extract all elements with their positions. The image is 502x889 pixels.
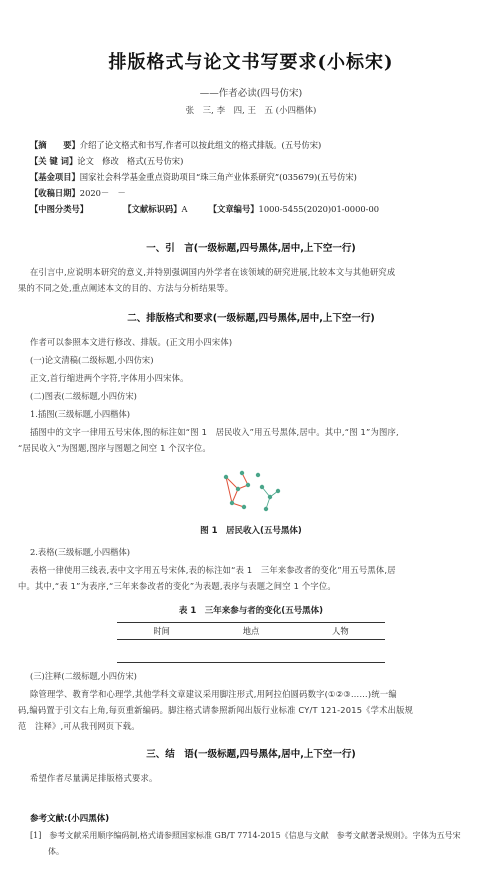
classification-line	[30, 203, 379, 215]
subtitle: ——作者必读(四号仿宋)	[199, 88, 303, 99]
article-number-text: 1000-5455(2020)01-0000-00	[258, 204, 380, 214]
section-2-paragraph-5-line-1: 除管理学、教育学和心理学,其他学科文章建议采用脚注形式,用阿拉伯圆码数字(①②③……)统一编	[30, 689, 397, 699]
table-header-time: 时间	[153, 626, 170, 636]
abstract-line	[30, 139, 321, 151]
subsection-heading-1: (一)论文清稿(二级标题,小四仿宋)	[30, 355, 154, 365]
table-header-person: 人物	[332, 626, 349, 636]
table-body	[117, 640, 385, 663]
network-figure	[218, 467, 288, 515]
section-2-paragraph-1: 作者可以参照本文进行修改、排版。(正文用小四宋体)	[30, 337, 233, 347]
section-3-heading: 三、结 语(一级标题,四号黑体,居中,上下空一行)	[146, 749, 356, 760]
three-line-table	[117, 622, 385, 663]
subsection-heading-4: 2.表格(三级标题,小四楷体)	[30, 547, 130, 557]
fund-label: 【基金项目】	[30, 172, 80, 182]
date-text: 2020－ －	[79, 188, 126, 198]
section-1-paragraph-line-1: 在引言中,应说明本研究的意义,并特别强调国内外学者在该领域的研究进展,比较本文与其他研究成	[30, 267, 396, 277]
table-header-place: 地点	[242, 626, 260, 636]
reference-1-line-2: 体。	[48, 847, 64, 856]
keywords-line	[30, 155, 183, 167]
abstract-label: 【摘 要】	[30, 140, 80, 150]
clc-label: 【中图分类号】	[30, 204, 89, 214]
abstract-text: 介绍了论文格式和书写,作者可以按此组文的格式排版。(五号仿宋)	[79, 140, 322, 150]
section-1-heading: 一、引 言(一级标题,四号黑体,居中,上下空一行)	[146, 243, 356, 254]
section-2-paragraph-3-line-2: “居民收入”为图题,图序与图题之间空 1 个汉字位。	[18, 443, 211, 453]
doc-code-text: A	[181, 204, 188, 214]
subsection-heading-3: 1.插图(三级标题,小四楷体)	[30, 409, 130, 419]
subsection-heading-2: (二)图表(二级标题,小四仿宋)	[30, 391, 137, 401]
references-heading: 参考文献:(小四黑体)	[30, 814, 110, 824]
article-number-label: 【文章编号】	[208, 204, 259, 214]
section-2-paragraph-4-line-1: 表格一律使用三线表,表中文字用五号宋体,表的标注如“表 1 三年来参改者的变化”用五号黑体,居	[30, 565, 396, 575]
reference-1-line-1: [1] 参考文献采用顺序编码制,格式请参照国家标准 GB/T 7714-2015《信息与文献 参考文献著录规则》。字体为五号宋	[30, 831, 461, 840]
section-2-paragraph-5-line-2: 码,编码置于引文右上角,每页重新编码。脚注格式请参照新闻出版行业标准 CY/T 121-2015《学术出版规	[18, 705, 414, 715]
section-2-paragraph-2: 正文,首行缩进两个字符,字体用小四宋体。	[30, 373, 189, 383]
keywords-label: 【关 键 词】	[30, 156, 78, 166]
section-1-paragraph-line-2: 果的不同之处,重点阐述本文的目的、方法与分析结果等。	[18, 283, 234, 293]
keywords-text: 论文 修改 格式(五号仿宋)	[77, 156, 184, 166]
date-label: 【收稿日期】	[30, 188, 80, 198]
section-3-paragraph: 希望作者尽量满足排版格式要求。	[30, 773, 158, 783]
table-caption: 表 1 三年来参与者的变化(五号黑体)	[178, 606, 324, 616]
section-2-heading: 二、排版格式和要求(一级标题,四号黑体,居中,上下空一行)	[127, 313, 375, 324]
subsection-heading-5: (三)注释(二级标题,小四仿宋)	[30, 671, 137, 681]
table-header-row	[117, 623, 385, 640]
fund-text: 国家社会科学基金重点资助项目“珠三角产业体系研究”(035679)(五号仿宋)	[79, 172, 357, 182]
page-title: 排版格式与论文书写要求(小标宋)	[108, 52, 394, 73]
doc-code-label: 【文献标识码】	[123, 204, 182, 214]
section-2-paragraph-4-line-2: 中。其中,“表 1”为表序,“三年来参改者的变化”为表题,表序与表题之间空 1 个字位。	[18, 581, 336, 591]
fund-line	[30, 171, 357, 183]
section-2-paragraph-5-line-3: 范 注释》,可从我刊网页下载。	[18, 721, 140, 731]
figure-caption: 图 1 居民收入(五号黑体)	[200, 526, 302, 536]
date-line	[30, 187, 126, 199]
authors: 张 三, 李 四, 王 五 (小四楷体)	[185, 106, 317, 116]
section-2-paragraph-3-line-1: 插图中的文字一律用五号宋体,图的标注如“图 1 居民收入”用五号黑体,居中。其中,“图 1”为图序,	[30, 427, 399, 437]
